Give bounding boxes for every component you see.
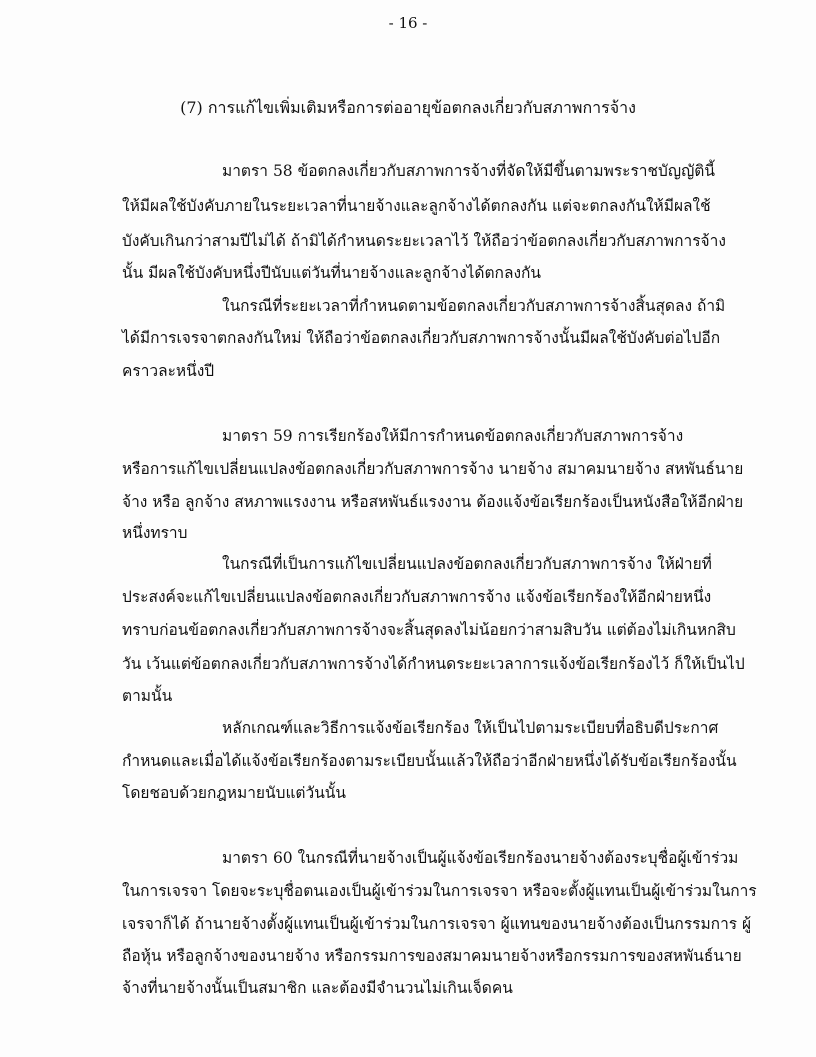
text-line: เจรจาก็ได้ ถ้านายจ้างตั้งผู้แทนเป็นผู้เข้าร่วมในการเจรจา ผู้แทนของนายจ้างต้องเป็นกรรมการ ผู้ [122, 915, 752, 933]
text-line: หนึ่งทราบ [122, 524, 188, 542]
text-line: จ้างที่นายจ้างนั้นเป็นสมาชิก และต้องมีจำนวนไม่เกินเจ็ดคน [122, 979, 513, 997]
text-line: คราวละหนึ่งปี [122, 362, 215, 380]
text-line: ประสงค์จะแก้ไขเปลี่ยนแปลงข้อตกลงเกี่ยวกับสภาพการจ้าง แจ้งข้อเรียกร้องให้อีกฝ่ายหนึ่ง [122, 588, 712, 606]
text-line: หลักเกณฑ์และวิธีการแจ้งข้อเรียกร้อง ให้เป็นไปตามระเบียบที่อธิบดีประกาศ [222, 719, 719, 737]
text-line: ตามนั้น [122, 687, 173, 705]
text-line: บังคับเกินกว่าสามปีไม่ได้ ถ้ามิได้กำหนดระยะเวลาไว้ ให้ถือว่าข้อตกลงเกี่ยวกับสภาพการจ้าง [122, 232, 726, 250]
text-line: จ้าง หรือ ลูกจ้าง สหภาพแรงงาน หรือสหพันธ์แรงงาน ต้องแจ้งข้อเรียกร้องเป็นหนังสือให้อีกฝ่าย [122, 493, 744, 511]
text-line: มาตรา 60 ในกรณีที่นายจ้างเป็นผู้แจ้งข้อเรียกร้องนายจ้างต้องระบุชื่อผู้เข้าร่วม [222, 849, 739, 867]
text-line: มาตรา 58 ข้อตกลงเกี่ยวกับสภาพการจ้างที่จัดให้มีขึ้นตามพระราชบัญญัตินี้ [222, 162, 715, 180]
text-line: ถือหุ้น หรือลูกจ้างของนายจ้าง หรือกรรมการของสมาคมนายจ้างหรือกรรมการของสหพันธ์นาย [122, 947, 742, 965]
section-heading: (7) การแก้ไขเพิ่มเติมหรือการต่ออายุข้อตกลงเกี่ยวกับสภาพการจ้าง [180, 98, 636, 117]
text-line: หรือการแก้ไขเปลี่ยนแปลงข้อตกลงเกี่ยวกับสภาพการจ้าง นายจ้าง สมาคมนายจ้าง สหพันธ์นาย [122, 460, 744, 478]
text-line: ในกรณีที่เป็นการแก้ไขเปลี่ยนแปลงข้อตกลงเกี่ยวกับสภาพการจ้าง ให้ฝ่ายที่ [222, 555, 712, 573]
text-line: ได้มีการเจรจาตกลงกันใหม่ ให้ถือว่าข้อตกลงเกี่ยวกับสภาพการจ้างนั้นมีผลใช้บังคับต่อไปอีก [122, 329, 721, 347]
text-line: วัน เว้นแต่ข้อตกลงเกี่ยวกับสภาพการจ้างได้กำหนดระยะเวลาการแจ้งข้อเรียกร้องไว้ ก็ให้เป็นไป [122, 655, 745, 673]
text-line: โดยชอบด้วยกฎหมายนับแต่วันนั้น [122, 784, 346, 802]
page-number: - 16 - [388, 14, 428, 32]
text-line: มาตรา 59 การเรียกร้องให้มีการกำหนดข้อตกลงเกี่ยวกับสภาพการจ้าง [222, 427, 684, 445]
text-line: ให้มีผลใช้บังคับภายในระยะเวลาที่นายจ้างและลูกจ้างได้ตกลงกัน แต่จะตกลงกันให้มีผลใช้ [122, 197, 711, 215]
text-line: นั้น มีผลใช้บังคับหนึ่งปีนับแต่วันที่นายจ้างและลูกจ้างได้ตกลงกัน [122, 264, 541, 282]
text-line: ในกรณีที่ระยะเวลาที่กำหนดตามข้อตกลงเกี่ยวกับสภาพการจ้างสิ้นสุดลง ถ้ามิ [222, 297, 726, 315]
text-line: ในการเจรจา โดยจะระบุชื่อตนเองเป็นผู้เข้าร่วมในการเจรจา หรือจะตั้งผู้แทนเป็นผู้เข้าร่วมในการ [122, 882, 757, 900]
text-line: ทราบก่อนข้อตกลงเกี่ยวกับสภาพการจ้างจะสิ้นสุดลงไม่น้อยกว่าสามสิบวัน แต่ต้องไม่เกินหกสิบ [122, 621, 736, 639]
text-line: กำหนดและเมื่อได้แจ้งข้อเรียกร้องตามระเบียบนั้นแล้วให้ถือว่าอีกฝ่ายหนึ่งได้รับข้อเรียกร้องนั้น [122, 752, 737, 770]
